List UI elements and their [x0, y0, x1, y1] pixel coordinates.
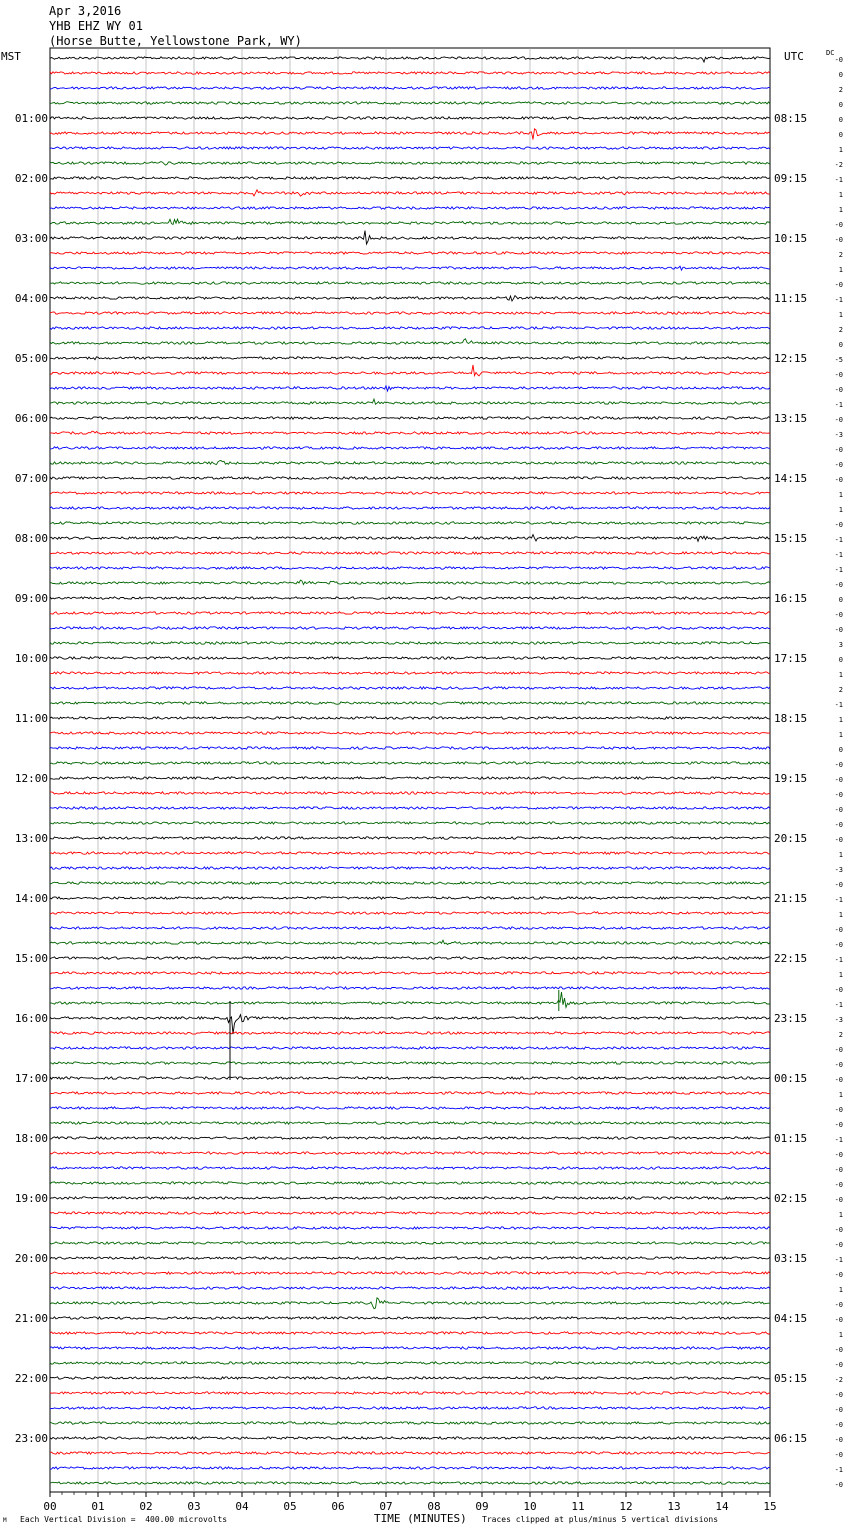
station-location: (Horse Butte, Yellowstone Park, WY): [49, 34, 302, 48]
trace-row-21: [50, 365, 770, 376]
left-hour-label: 10:00: [14, 652, 48, 665]
dc-offset-label: 1: [838, 911, 843, 919]
dc-offset-label: 1: [838, 266, 843, 274]
trace-row-13: [50, 252, 770, 254]
dc-offset-label: 1: [838, 671, 843, 679]
trace-row-16: [50, 296, 770, 301]
right-hour-label: 03:15: [774, 1252, 808, 1265]
trace-row-11: [50, 219, 770, 224]
trace-row-67: [50, 1062, 770, 1064]
dc-offset-label: -0: [834, 821, 843, 829]
trace-row-7: [50, 162, 770, 166]
dc-offset-label: -0: [834, 791, 843, 799]
trace-row-41: [50, 672, 770, 674]
left-hour-label: 14:00: [14, 892, 48, 905]
dc-offset-label: 1: [838, 206, 843, 214]
trace-row-53: [50, 852, 770, 854]
right-hour-label: 13:15: [774, 412, 808, 425]
trace-row-44: [50, 717, 770, 719]
dc-offset-label: -0: [834, 1046, 843, 1054]
dc-offset-label: 0: [838, 746, 843, 754]
dc-offset-label: -0: [834, 1451, 843, 1459]
right-hour-label: 20:15: [774, 832, 808, 845]
trace-row-22: [50, 386, 770, 391]
trace-row-47: [50, 762, 770, 764]
trace-row-5: [50, 129, 770, 140]
trace-row-31: [50, 522, 770, 524]
trace-row-95: [50, 1482, 770, 1484]
trace-row-40: [50, 657, 770, 659]
trace-row-6: [50, 147, 770, 149]
dc-offset-label: 1: [838, 1211, 843, 1219]
trace-row-9: [50, 190, 770, 196]
trace-row-43: [50, 702, 770, 704]
x-tick-label: 13: [667, 1500, 681, 1513]
dc-offset-label: -1: [834, 1466, 843, 1474]
trace-row-4: [50, 117, 770, 119]
trace-row-90: [50, 1407, 770, 1409]
left-hour-label: 15:00: [14, 952, 48, 965]
trace-row-61: [50, 972, 770, 974]
trace-row-87: [50, 1362, 770, 1364]
dc-offset-label: -0: [834, 236, 843, 244]
trace-row-46: [50, 747, 770, 749]
dc-offset-label: -0: [834, 626, 843, 634]
dc-offset-label: -0: [834, 281, 843, 289]
dc-offset-label: -5: [834, 356, 843, 364]
trace-row-34: [50, 567, 770, 569]
trace-row-39: [50, 642, 770, 644]
dc-offset-label: -1: [834, 176, 843, 184]
dc-offset-label: 1: [838, 971, 843, 979]
left-hour-label: 16:00: [14, 1012, 48, 1025]
dc-offset-label: -1: [834, 536, 843, 544]
dc-offset-label: -0: [834, 581, 843, 589]
trace-row-55: [50, 882, 770, 884]
plot-frame: [50, 48, 770, 1492]
left-hour-label: 06:00: [14, 412, 48, 425]
trace-row-30: [50, 507, 770, 509]
trace-row-70: [50, 1107, 770, 1109]
dc-offset-label: -0: [834, 1391, 843, 1399]
right-hour-label: 19:15: [774, 772, 808, 785]
dc-offset-label: -0: [834, 1181, 843, 1189]
trace-row-83: [50, 1298, 770, 1309]
x-tick-label: 07: [379, 1500, 393, 1513]
left-hour-label: 13:00: [14, 832, 48, 845]
trace-row-74: [50, 1167, 770, 1169]
left-hour-label: 08:00: [14, 532, 48, 545]
trace-row-45: [50, 732, 770, 734]
dc-offset-label: -0: [834, 776, 843, 784]
x-tick-label: 03: [187, 1500, 201, 1513]
trace-row-36: [50, 597, 770, 599]
trace-row-2: [50, 87, 770, 89]
trace-row-72: [50, 1137, 770, 1139]
right-hour-label: 16:15: [774, 592, 808, 605]
trace-row-27: [50, 461, 770, 465]
dc-offset-label: -1: [834, 1136, 843, 1144]
x-tick-label: 08: [427, 1500, 441, 1513]
dc-offset-label: -0: [834, 221, 843, 229]
trace-row-79: [50, 1242, 770, 1244]
trace-row-56: [50, 897, 770, 899]
dc-offset-label: -0: [834, 371, 843, 379]
left-hour-label: 07:00: [14, 472, 48, 485]
right-hour-label: 23:15: [774, 1012, 808, 1025]
trace-row-8: [50, 177, 770, 179]
left-hour-label: 09:00: [14, 592, 48, 605]
dc-offset-label: 2: [838, 1031, 843, 1039]
trace-row-93: [50, 1452, 770, 1454]
x-tick-label: 06: [331, 1500, 345, 1513]
left-hour-label: 18:00: [14, 1132, 48, 1145]
x-tick-label: 11: [571, 1500, 585, 1513]
dc-offset-label: -0: [834, 1076, 843, 1084]
dc-offset-label: 0: [838, 341, 843, 349]
trace-row-94: [50, 1467, 770, 1469]
trace-row-78: [50, 1227, 770, 1229]
left-hour-label: 17:00: [14, 1072, 48, 1085]
trace-row-25: [50, 431, 770, 434]
dc-offset-label: 3: [838, 641, 843, 649]
left-hour-label: 21:00: [14, 1312, 48, 1325]
x-tick-label: 05: [283, 1500, 297, 1513]
trace-row-62: [50, 987, 770, 989]
dc-offset-label: -3: [834, 866, 843, 874]
dc-offset-label: 0: [838, 116, 843, 124]
dc-offset-label: -0: [834, 476, 843, 484]
x-tick-label: 00: [43, 1500, 57, 1513]
trace-row-92: [50, 1437, 770, 1439]
trace-row-86: [50, 1347, 770, 1349]
x-tick-label: 04: [235, 1500, 249, 1513]
right-hour-label: 12:15: [774, 352, 808, 365]
right-hour-label: 10:15: [774, 232, 808, 245]
dc-offset-label: -0: [834, 881, 843, 889]
plot-date: Apr 3,2016: [49, 4, 122, 18]
trace-row-89: [50, 1392, 770, 1394]
trace-row-88: [50, 1377, 770, 1379]
trace-row-48: [50, 777, 770, 779]
dc-offset-label: -1: [834, 296, 843, 304]
dc-offset-label: -0: [834, 1166, 843, 1174]
trace-row-28: [50, 477, 770, 479]
trace-row-84: [50, 1317, 770, 1319]
dc-offset-header: DC: [826, 49, 835, 57]
right-hour-label: 06:15: [774, 1432, 808, 1445]
dc-offset-label: -3: [834, 431, 843, 439]
trace-row-63: [50, 992, 770, 1007]
scale-note: Each Vertical Division = 400.00 microvolts: [20, 1515, 228, 1524]
trace-row-29: [50, 492, 770, 494]
left-hour-label: 20:00: [14, 1252, 48, 1265]
dc-offset-label: -0: [834, 461, 843, 469]
dc-offset-label: 1: [838, 146, 843, 154]
trace-row-10: [50, 207, 770, 209]
dc-offset-label: 2: [838, 251, 843, 259]
dc-offset-label: 1: [838, 731, 843, 739]
dc-offset-label: 1: [838, 1331, 843, 1339]
dc-offset-label: -2: [834, 1376, 843, 1384]
dc-offset-label: -1: [834, 896, 843, 904]
trace-row-26: [50, 447, 770, 449]
dc-offset-label: -0: [834, 926, 843, 934]
trace-row-77: [50, 1212, 770, 1214]
trace-row-37: [50, 612, 770, 614]
left-hour-label: 23:00: [14, 1432, 48, 1445]
trace-row-17: [50, 312, 770, 314]
dc-offset-label: 1: [838, 851, 843, 859]
trace-row-57: [50, 912, 770, 914]
dc-offset-label: -0: [834, 521, 843, 529]
trace-row-60: [50, 957, 770, 959]
dc-offset-label: -0: [834, 1361, 843, 1369]
trace-row-23: [50, 399, 770, 404]
x-tick-label: 02: [139, 1500, 153, 1513]
trace-row-0: [50, 57, 770, 62]
dc-offset-label: -0: [834, 386, 843, 394]
dc-offset-label: 2: [838, 326, 843, 334]
trace-row-80: [50, 1257, 770, 1259]
trace-row-15: [50, 282, 770, 284]
dc-offset-label: -1: [834, 701, 843, 709]
dc-offset-label: -0: [834, 611, 843, 619]
dc-offset-label: -0: [834, 1121, 843, 1129]
dc-offset-label: -0: [834, 1346, 843, 1354]
dc-offset-label: -0: [834, 1226, 843, 1234]
right-hour-label: 14:15: [774, 472, 808, 485]
dc-offset-label: -0: [834, 1061, 843, 1069]
right-hour-label: 18:15: [774, 712, 808, 725]
dc-offset-label: 1: [838, 311, 843, 319]
trace-row-82: [50, 1287, 770, 1289]
right-hour-label: 15:15: [774, 532, 808, 545]
x-tick-label: 10: [523, 1500, 537, 1513]
trace-row-1: [50, 72, 770, 74]
trace-row-85: [50, 1332, 770, 1334]
m-marker: M: [3, 1517, 7, 1524]
right-hour-label: 00:15: [774, 1072, 808, 1085]
trace-row-42: [50, 687, 770, 689]
trace-row-49: [50, 792, 770, 794]
right-hour-label: 09:15: [774, 172, 808, 185]
trace-row-91: [50, 1422, 770, 1424]
trace-row-69: [50, 1092, 770, 1094]
x-tick-label: 15: [763, 1500, 777, 1513]
dc-offset-label: -0: [834, 1406, 843, 1414]
dc-offset-label: -0: [834, 446, 843, 454]
x-axis-title: TIME (MINUTES): [374, 1512, 467, 1525]
dc-offset-label: 1: [838, 716, 843, 724]
dc-offset-label: -0: [834, 416, 843, 424]
dc-offset-label: -0: [834, 1151, 843, 1159]
trace-row-35: [50, 580, 770, 584]
dc-offset-label: 1: [838, 491, 843, 499]
trace-row-54: [50, 867, 770, 869]
dc-offset-label: -0: [834, 1436, 843, 1444]
trace-row-81: [50, 1272, 770, 1274]
dc-offset-label: -0: [834, 806, 843, 814]
left-hour-label: 12:00: [14, 772, 48, 785]
left-hour-label: 05:00: [14, 352, 48, 365]
x-tick-label: 01: [91, 1500, 105, 1513]
left-hour-label: 04:00: [14, 292, 48, 305]
right-hour-label: 21:15: [774, 892, 808, 905]
x-tick-label: 12: [619, 1500, 633, 1513]
trace-row-58: [50, 927, 770, 929]
dc-offset-label: -0: [834, 761, 843, 769]
right-hour-label: 17:15: [774, 652, 808, 665]
dc-offset-label: -0: [834, 1481, 843, 1489]
right-hour-label: 04:15: [774, 1312, 808, 1325]
right-hour-label: 08:15: [774, 112, 808, 125]
dc-offset-label: -0: [834, 1106, 843, 1114]
dc-offset-label: -1: [834, 566, 843, 574]
trace-row-18: [50, 327, 770, 329]
right-hour-label: 01:15: [774, 1132, 808, 1145]
trace-row-19: [50, 339, 770, 344]
trace-row-52: [50, 837, 770, 839]
trace-row-24: [50, 417, 770, 419]
clip-note: Traces clipped at plus/minus 5 vertical divisions: [482, 1515, 719, 1524]
dc-offset-label: -0: [834, 1241, 843, 1249]
x-tick-label: 09: [475, 1500, 489, 1513]
trace-row-73: [50, 1152, 770, 1154]
dc-offset-label: 1: [838, 506, 843, 514]
trace-row-64: [50, 1015, 770, 1034]
trace-row-66: [50, 1047, 770, 1049]
left-hour-label: 02:00: [14, 172, 48, 185]
dc-offset-label: -0: [834, 56, 843, 64]
right-hour-label: 22:15: [774, 952, 808, 965]
right-timezone-label: UTC: [784, 50, 804, 63]
right-hour-label: 05:15: [774, 1372, 808, 1385]
dc-offset-label: -0: [834, 1196, 843, 1204]
dc-offset-label: -0: [834, 1421, 843, 1429]
dc-offset-label: -0: [834, 836, 843, 844]
left-hour-label: 22:00: [14, 1372, 48, 1385]
trace-row-59: [50, 940, 770, 944]
dc-offset-label: 0: [838, 656, 843, 664]
dc-offset-label: -1: [834, 1001, 843, 1009]
trace-row-75: [50, 1182, 770, 1184]
trace-row-68: [50, 1077, 770, 1079]
trace-row-20: [50, 357, 770, 360]
left-timezone-label: MST: [1, 50, 21, 63]
dc-offset-label: -1: [834, 956, 843, 964]
dc-offset-label: 1: [838, 1286, 843, 1294]
right-hour-label: 02:15: [774, 1192, 808, 1205]
station-id: YHB EHZ WY 01: [49, 19, 143, 33]
left-hour-label: 19:00: [14, 1192, 48, 1205]
right-hour-label: 11:15: [774, 292, 808, 305]
left-hour-label: 03:00: [14, 232, 48, 245]
dc-offset-label: -1: [834, 1256, 843, 1264]
left-hour-label: 01:00: [14, 112, 48, 125]
trace-row-3: [50, 102, 770, 104]
dc-offset-label: -1: [834, 551, 843, 559]
trace-row-65: [50, 1032, 770, 1034]
trace-row-12: [50, 231, 770, 245]
dc-offset-label: 0: [838, 596, 843, 604]
trace-row-32: [50, 535, 770, 542]
dc-offset-label: 2: [838, 86, 843, 94]
trace-row-76: [50, 1197, 770, 1199]
trace-row-71: [50, 1122, 770, 1124]
x-tick-label: 14: [715, 1500, 729, 1513]
dc-offset-label: 1: [838, 191, 843, 199]
dc-offset-label: -0: [834, 986, 843, 994]
trace-row-14: [50, 266, 770, 270]
dc-offset-label: -0: [834, 1316, 843, 1324]
dc-offset-label: -1: [834, 401, 843, 409]
dc-offset-label: 0: [838, 101, 843, 109]
trace-row-38: [50, 627, 770, 629]
trace-row-50: [50, 807, 770, 809]
trace-row-33: [50, 552, 770, 554]
dc-offset-label: 2: [838, 686, 843, 694]
dc-offset-label: -0: [834, 941, 843, 949]
trace-row-51: [50, 822, 770, 824]
dc-offset-label: 0: [838, 71, 843, 79]
dc-offset-label: 0: [838, 131, 843, 139]
dc-offset-label: -0: [834, 1271, 843, 1279]
dc-offset-label: -3: [834, 1016, 843, 1024]
dc-offset-label: -2: [834, 161, 843, 169]
dc-offset-label: 1: [838, 1091, 843, 1099]
left-hour-label: 11:00: [14, 712, 48, 725]
dc-offset-label: -0: [834, 1301, 843, 1309]
